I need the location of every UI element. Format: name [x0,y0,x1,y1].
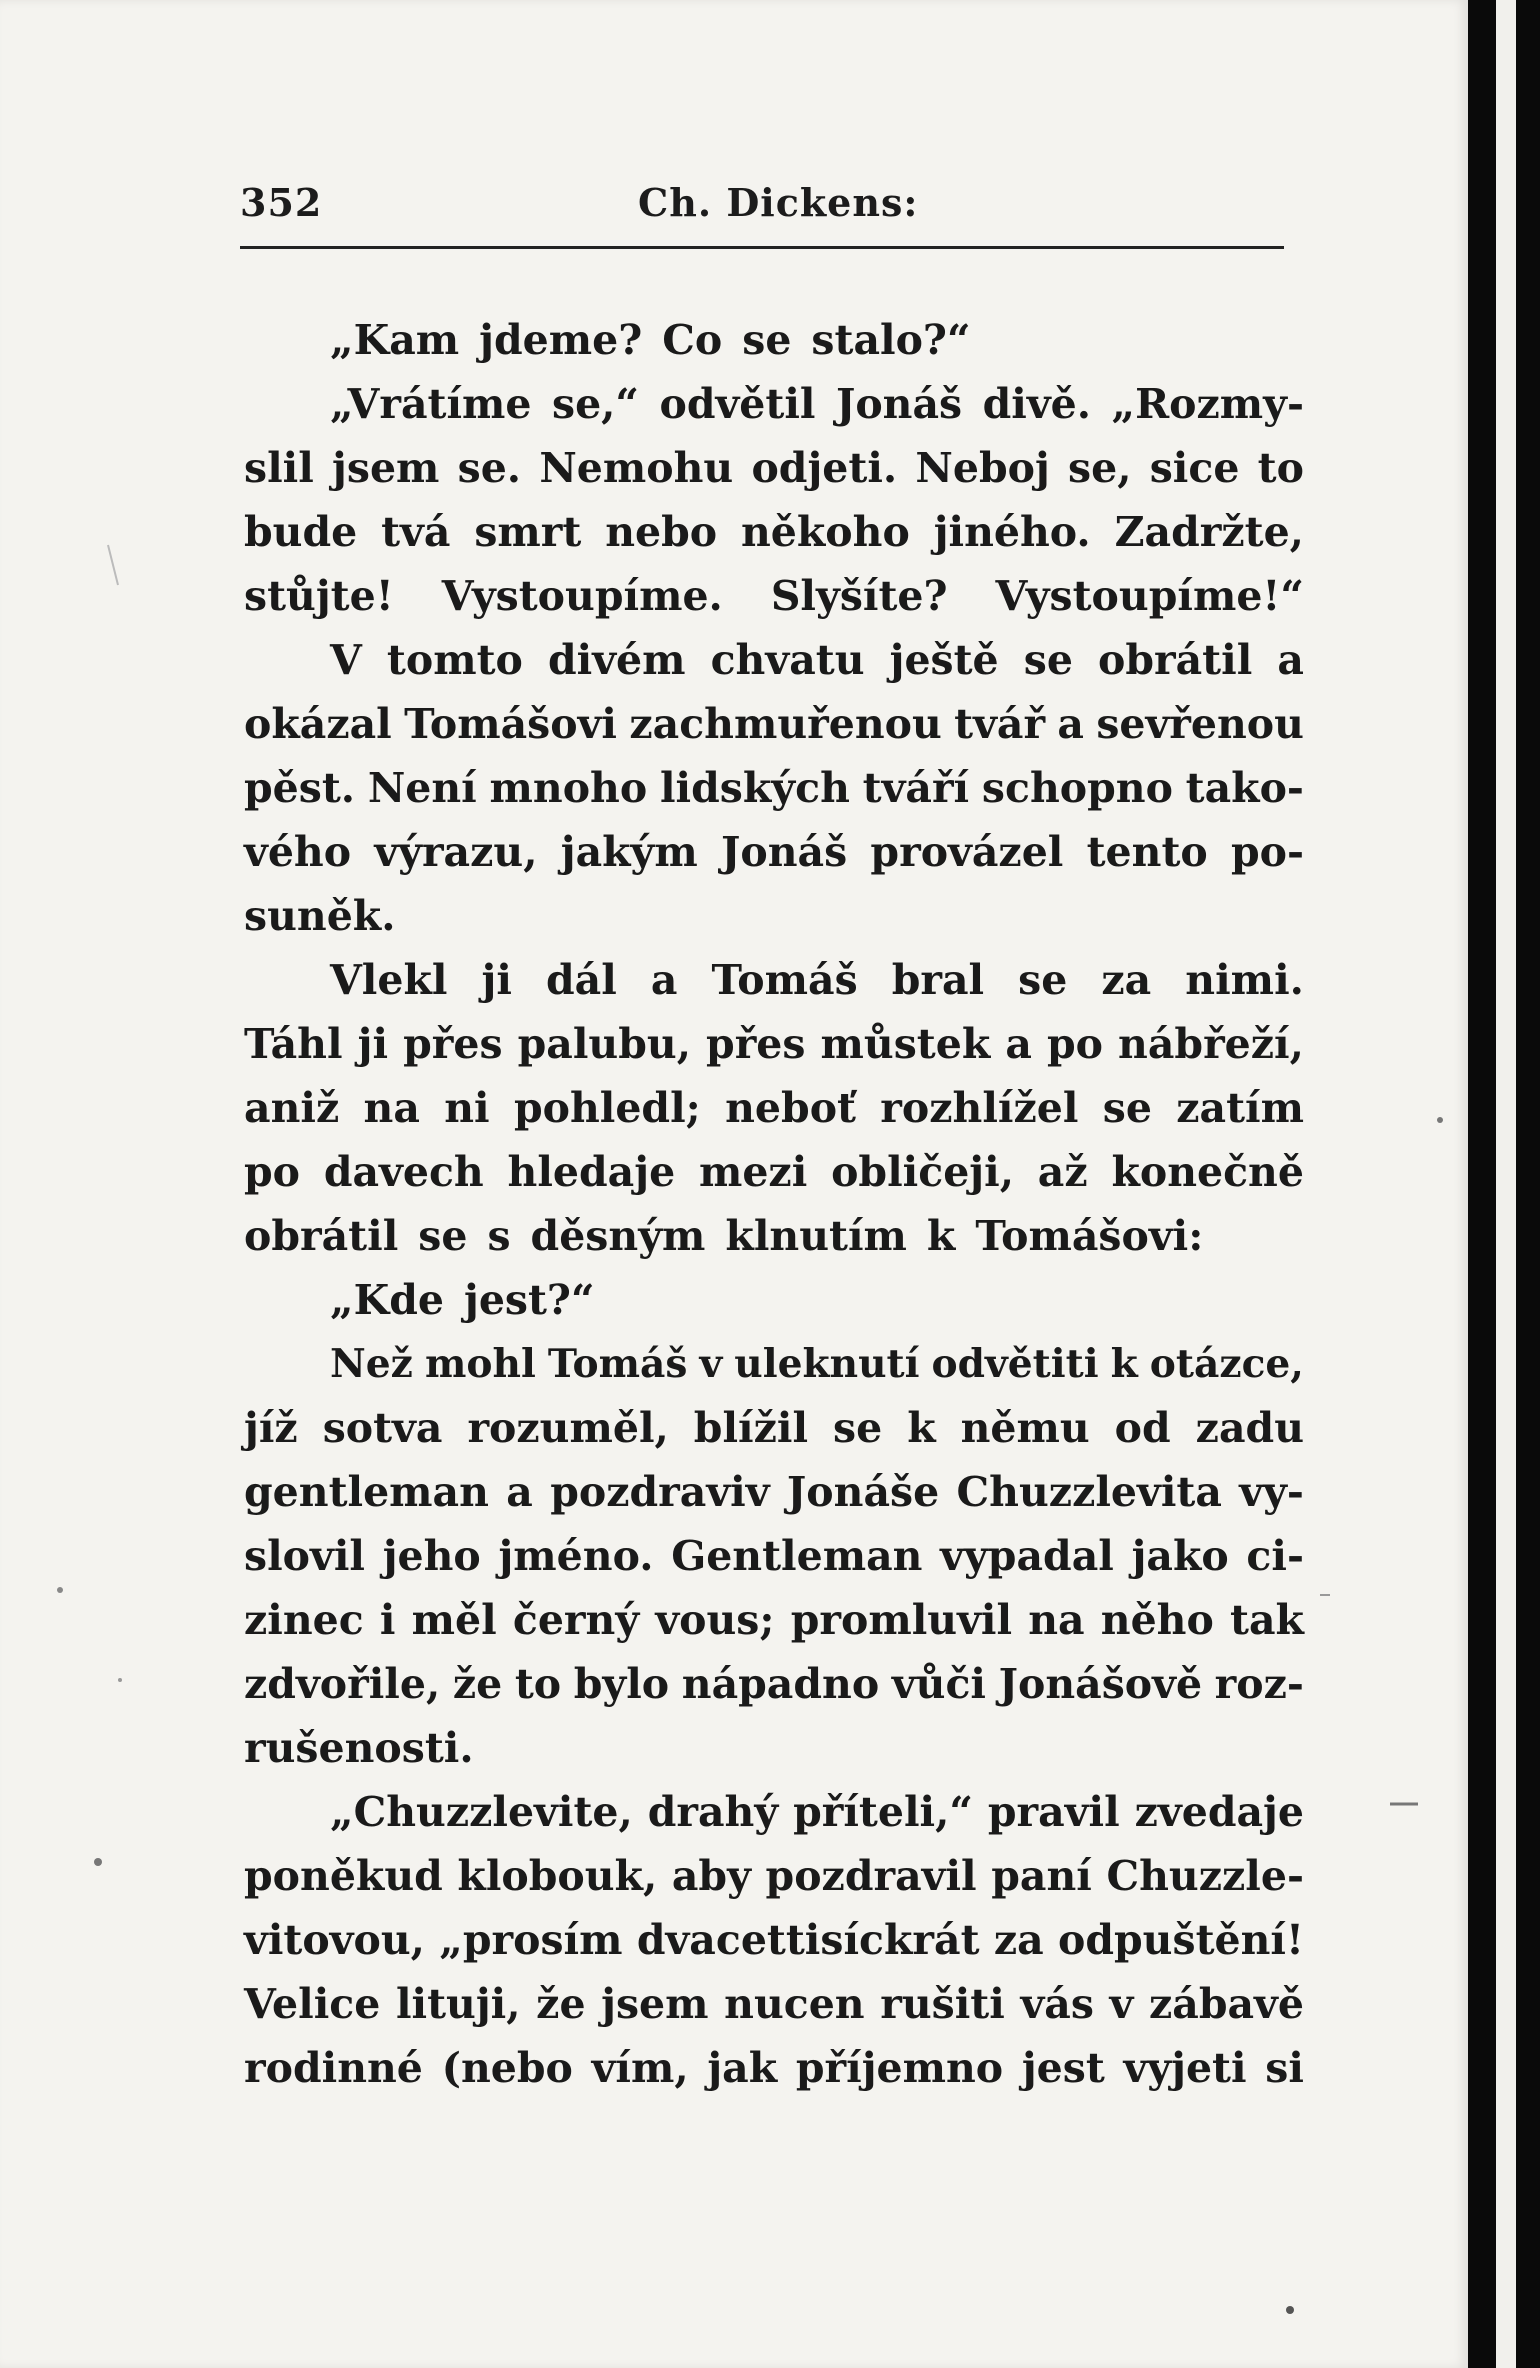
word: zvedaje [1134,1788,1304,1836]
page-header [240,180,1280,236]
word: slil [244,444,314,492]
word: Slyšíte? [770,572,948,620]
word: v [1109,1980,1134,2028]
word: Chuzzle- [1106,1852,1304,1900]
word: dvacettisíckrát [636,1916,980,1964]
word: jest [1021,2044,1105,2092]
word: někoho [741,508,910,556]
word: „prosím [439,1916,623,1964]
word: jak [707,2044,778,2092]
word: odpuštění! [1058,1916,1304,1964]
word: po [244,1148,301,1196]
word: zachmuřenou [629,700,942,748]
text-line [244,564,1304,628]
word: Táhl [244,1020,343,1068]
word: a [506,1468,533,1516]
word: Jonášově [998,1660,1203,1708]
word: ji [481,956,512,1004]
word: vůči [891,1660,986,1708]
word-gap [467,1204,487,1268]
word: vého [244,828,352,876]
text-line [244,1204,1304,1268]
word: (nebo [441,2044,573,2092]
word: se. [457,444,522,492]
body-text [244,308,1304,2100]
word: gentleman [244,1468,489,1516]
word: „Kam [330,316,460,364]
word: od [1114,1404,1171,1452]
word: klnutím [725,1212,907,1260]
text-line [244,1460,1304,1524]
word: dál [545,956,617,1004]
word: Jonáš [835,380,963,428]
word: vím, [591,2044,689,2092]
text-line [244,2036,1304,2100]
word: jeho [382,1532,481,1580]
text-line [244,1140,1304,1204]
word: zatím [1176,1084,1304,1132]
word: rodinné [244,2044,423,2092]
word: tako- [1185,764,1304,812]
word-gap [705,1204,725,1268]
word: pozdravil [765,1852,977,1900]
word: že [536,1980,586,2028]
word: příteli,“ [793,1788,973,1836]
word: Zadržte, [1114,508,1304,556]
word: slovil [244,1532,365,1580]
running-title: Ch. Dickens: [638,180,919,225]
word: blížil [693,1404,809,1452]
word-gap [642,308,662,372]
word: poněkud [244,1852,443,1900]
word: neboť [725,1084,856,1132]
page-number: 352 [240,180,323,225]
word-gap [955,1204,975,1268]
word: konečně [1111,1148,1304,1196]
word: Co [662,316,723,364]
word: jdeme? [479,316,643,364]
word: Neboj [915,444,1050,492]
word: promluvil [790,1596,1013,1644]
word: „Vrátíme [330,380,532,428]
word: V [330,636,362,684]
text-line [244,1588,1304,1652]
word: mnoho [489,764,648,812]
word: k [1110,1341,1138,1387]
word: ni [444,1084,490,1132]
word: rušiti [880,1980,1005,2028]
word: jsem [332,444,440,492]
text-line [244,1012,1304,1076]
word: suněk. [244,892,396,940]
word: okázal [244,700,392,748]
word: tvář [954,700,1046,748]
word: nimi. [1185,956,1304,1004]
word: se [1102,1084,1152,1132]
word: jíž [244,1404,298,1452]
word: až [1037,1148,1088,1196]
word: palubu, [517,1020,691,1068]
word: Chuzzlevita [956,1468,1222,1516]
word: pozdraviv [550,1468,770,1516]
word-gap [459,308,479,372]
word: něho [1100,1596,1214,1644]
text-line [244,820,1304,884]
page-edge-shadow [1468,0,1540,2368]
word: za [993,1916,1044,1964]
word: Gentleman [671,1532,923,1580]
text-line [244,756,1304,820]
word: vous; [655,1596,775,1644]
word: davech [323,1148,484,1196]
word: drahý [647,1788,779,1836]
word: sevřenou [1096,700,1304,748]
word: otázce, [1149,1341,1304,1387]
text-line [244,1780,1304,1844]
word: tak [1230,1596,1304,1644]
text-line [244,948,1304,1012]
word: měl [411,1596,497,1644]
word: vy- [1239,1468,1304,1516]
word: stalo?“ [811,316,971,364]
word-gap [791,308,811,372]
word: nebo [605,508,718,556]
word: a [1277,636,1304,684]
text-line [244,1268,1304,1332]
word: divě. [982,380,1092,428]
word: klobouk, [457,1852,658,1900]
word: s [487,1212,511,1260]
word: to [1257,444,1304,492]
word-gap [444,1268,464,1332]
word: obrátil [1098,636,1253,684]
word: Jonáše [786,1468,940,1516]
word: odvětil [659,380,816,428]
text-line [244,1908,1304,1972]
word: se [1023,636,1073,684]
word: tvá [381,508,451,556]
text-line [244,1332,1304,1396]
text-line [244,1716,1304,1780]
word: Velice [244,1980,381,2028]
text-line [244,1396,1304,1460]
word: ještě [889,636,999,684]
word: němu [960,1404,1090,1452]
word: jako [1131,1532,1229,1580]
word: se [833,1404,883,1452]
word: stůjte! [244,572,394,620]
word: za [1101,956,1152,1004]
word: příjemno [795,2044,1004,2092]
text-line [244,500,1304,564]
word: jsem [601,1980,709,2028]
word: mezi [698,1148,808,1196]
word: zinec [244,1596,364,1644]
word: rušenosti. [244,1724,474,1772]
text-line [244,436,1304,500]
word: po [1046,1020,1103,1068]
word: ji [357,1020,389,1068]
word: uleknutí [734,1341,920,1387]
word-gap [398,1204,418,1268]
text-line [244,1972,1304,2036]
word: lituji, [395,1980,521,2028]
word: pravil [987,1788,1120,1836]
word: bylo [573,1660,670,1708]
word: pohledl; [513,1084,701,1132]
word: Jonáš [720,828,848,876]
word: přes [403,1020,503,1068]
word: jakým [560,828,698,876]
text-line [244,692,1304,756]
word: pěst. [244,764,356,812]
word: k [926,1212,956,1260]
word: rozuměl, [467,1404,669,1452]
text-line [244,372,1304,436]
word: přes [706,1020,806,1068]
word: Tomášovi: [975,1212,1204,1260]
word: paní [991,1852,1092,1900]
word: i [379,1596,396,1644]
word: nucen [724,1980,865,2028]
word: roz- [1214,1660,1304,1708]
word: bude [244,508,358,556]
text-line [244,1076,1304,1140]
word: tento [1086,828,1208,876]
word: můstek [820,1020,991,1068]
word: nápadno [681,1660,880,1708]
word: vitovou, [244,1916,425,1964]
word: vás [1020,1980,1094,2028]
word: Tomášovi [404,700,618,748]
word: výrazu, [374,828,538,876]
text-line [244,1844,1304,1908]
word: Tomáš [547,1341,688,1387]
word: aby [671,1852,751,1900]
word: zdvořile, [244,1660,441,1708]
word: smrt [474,508,582,556]
word: sotva [322,1404,443,1452]
word-gap [907,1204,927,1268]
word: obrátil [244,1212,399,1260]
word: Nemohu [539,444,734,492]
word: tváří [862,764,970,812]
word: aniž [244,1084,340,1132]
word: se, [1068,444,1132,492]
text-line [244,308,1304,372]
word: divém [547,636,686,684]
word: tomto [386,636,523,684]
word: se [1018,956,1068,1004]
word: lidských [659,764,850,812]
word: děsným [530,1212,706,1260]
word: Než [330,1341,413,1387]
word: provázel [870,828,1064,876]
word: „Chuzzlevite, [330,1788,633,1836]
word: na [363,1084,420,1132]
word: chvatu [710,636,865,684]
word: sice [1149,444,1240,492]
word: zábavě [1148,1980,1304,2028]
word: a [650,956,678,1004]
text-line [244,884,1304,948]
text-line [244,1524,1304,1588]
word: rozhlížel [880,1084,1079,1132]
word: hledaje [507,1148,676,1196]
word: bral [891,956,985,1004]
word: Tomáš [711,956,858,1004]
word: odjeti. [751,444,898,492]
word: „Kde [330,1276,444,1324]
word: se [742,316,792,364]
word: nábřeží, [1118,1020,1304,1068]
word: schopno [981,764,1173,812]
word: ci- [1246,1532,1304,1580]
word: černý [512,1596,640,1644]
word: zadu [1195,1404,1304,1452]
word: si [1265,2044,1304,2092]
word: vypadal [940,1532,1114,1580]
word: odvětiti [931,1341,1099,1387]
word: k [907,1404,936,1452]
word: „Rozmy- [1111,380,1304,428]
word-gap [511,1204,531,1268]
word: obličeji, [831,1148,1014,1196]
word: Vystoupíme!“ [995,572,1304,620]
word: Není [367,764,477,812]
text-line [244,1652,1304,1716]
word: po- [1230,828,1304,876]
word-gap [722,308,742,372]
word: a [1057,700,1084,748]
adjacent-page-strip [1496,0,1516,2368]
word: vyjeti [1123,2044,1247,2092]
word: jméno. [498,1532,654,1580]
word: to [514,1660,562,1708]
word: se,“ [551,380,640,428]
word: a [1005,1020,1032,1068]
word: mohl [424,1341,536,1387]
word: na [1028,1596,1085,1644]
header-rule [240,246,1284,249]
word: Vlekl [330,956,448,1004]
word: že [452,1660,503,1708]
word: jiného. [933,508,1091,556]
word: v [699,1341,723,1387]
word: jest?“ [463,1276,595,1324]
text-line [244,628,1304,692]
word: Vystoupíme. [441,572,723,620]
word: se [418,1212,468,1260]
